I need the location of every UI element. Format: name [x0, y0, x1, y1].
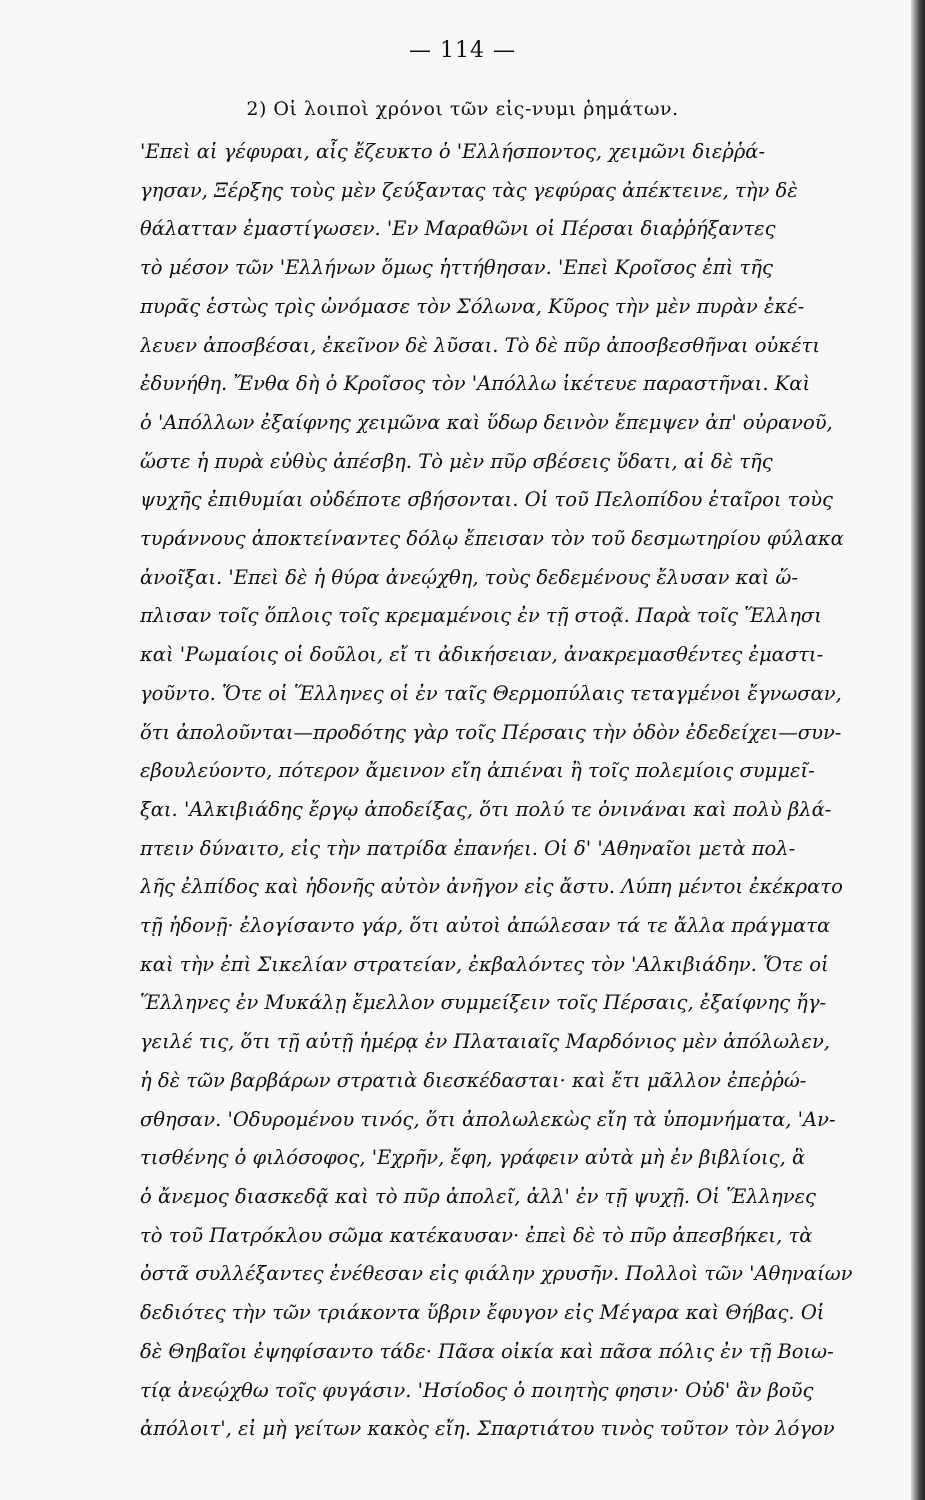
text-line: ξαι. 'Αλκιβιάδης ἔργῳ ἀποδείξας, ὅτι πολύ τε ὀνινάναι καὶ πολὺ βλά-: [140, 797, 832, 821]
text-line: εβουλεύοντο, πότερον ἄμεινον εἴη ἀπιέναι ἢ τοῖς πολεμίοις συμμεῖ-: [140, 759, 815, 783]
text-line: ὅτι ἀπολοῦνται—προδότης γὰρ τοῖς Πέρσαις τὴν ὁδὸν ἐδεδείχει—συν-: [140, 720, 842, 744]
text-line: θάλατταν ἐμαστίγωσεν. 'Εν Μαραθῶνι οἱ Πέρσαι διαῤῥήξαντες: [140, 217, 776, 241]
text-line: Ἕλληνες ἐν Μυκάλῃ ἔμελλον συμμείξειν τοῖς Πέρσαις, ἐξαίφνης ἤγ-: [140, 991, 827, 1015]
text-line: ὁ 'Απόλλων ἐξαίφνης χειμῶνα καὶ ὕδωρ δεινὸν ἔπεμψεν ἀπ' οὐρανοῦ,: [140, 410, 833, 434]
text-line: πλισαν τοῖς ὅπλοις τοῖς κρεμαμένοις ἐν τῇ στοᾷ. Παρὰ τοῖς Ἕλλησι: [140, 604, 822, 628]
text-line: δὲ Θηβαῖοι ἐψηφίσαντο τάδε· Πᾶσα οἰκία καὶ πᾶσα πόλις ἐν τῇ Βοιω-: [140, 1339, 834, 1363]
text-line: τισθένης ὁ φιλόσοφος, 'Εχρῆν, ἔφη, γράφειν αὐτὰ μὴ ἐν βιβλίοις, ἃ: [140, 1146, 806, 1170]
text-line: ὥστε ἡ πυρὰ εὐθὺς ἀπέσβη. Τὸ μὲν πῦρ σβέσεις ὕδατι, αἱ δὲ τῆς: [140, 449, 773, 473]
text-line: τυράννους ἀποκτείναντες δόλῳ ἔπεισαν τὸν τοῦ δεσμωτηρίου φύλακα: [140, 527, 844, 551]
text-line: ὁ ἄνεμος διασκεδᾷ καὶ τὸ πῦρ ἀπολεῖ, ἀλλ' ἐν τῇ ψυχῇ. Οἱ Ἕλληνες: [140, 1184, 816, 1208]
text-line: τὸ τοῦ Πατρόκλου σῶμα κατέκαυσαν· ἐπεὶ δὲ τὸ πῦρ ἀπεσβήκει, τὰ: [140, 1223, 813, 1247]
text-line: ἀπόλοιτ', εἰ μὴ γείτων κακὸς εἴη. Σπαρτιάτου τινὸς τοῦτον τὸν λόγον: [140, 1417, 835, 1441]
page-edge-shadow: [911, 0, 925, 1500]
text-line: ψυχῆς ἐπιθυμίαι οὐδέποτε σβήσονται. Οἱ τοῦ Πελοπίδου ἑταῖροι τοὺς: [140, 488, 833, 512]
text-line: λῆς ἐλπίδος καὶ ἡδονῆς αὐτὸν ἀνῆγον εἰς ἄστυ. Λύπη μέντοι ἐκέκρατο: [140, 875, 843, 899]
text-line: λευεν ἀποσβέσαι, ἐκεῖνον δὲ λῦσαι. Τὸ δὲ πῦρ ἀποσβεσθῆναι οὐκέτι: [140, 333, 820, 357]
text-line: γειλέ τις, ὅτι τῇ αὐτῇ ἡμέρᾳ ἐν Πλαταιαῖς Μαρδόνιος μὲν ἀπόλωλεν,: [140, 1030, 830, 1054]
text-line: πτειν δύναιτο, εἰς τὴν πατρίδα ἐπανήει. Οἱ δ' 'Αθηναῖοι μετὰ πολ-: [140, 836, 796, 860]
text-line: δεδιότες τὴν τῶν τριάκοντα ὕβριν ἔφυγον εἰς Μέγαρα καὶ Θήβας. Οἱ: [140, 1301, 825, 1325]
text-line: καὶ 'Ρωμαίοις οἱ δοῦλοι, εἴ τι ἀδικήσειαν, ἀνακρεμασθέντες ἐμαστι-: [140, 643, 824, 667]
text-line: ἐδυνήθη. Ἔνθα δὴ ὁ Κροῖσος τὸν 'Απόλλω ἱκέτευε παραστῆναι. Καὶ: [140, 372, 811, 396]
body-text: [140, 133, 905, 1449]
text-line: καὶ τὴν ἐπὶ Σικελίαν στρατείαν, ἐκβαλόντες τὸν 'Αλκιβιάδην. Ὅτε οἱ: [140, 952, 829, 976]
text-line: τὸ μέσον τῶν 'Ελλήνων ὅμως ἡττήθησαν. 'Επεὶ Κροῖσος ἐπὶ τῆς: [140, 256, 773, 280]
text-line: τῇ ἡδονῇ· ἐλογίσαντο γάρ, ὅτι αὐτοὶ ἀπώλεσαν τά τε ἄλλα πράγματα: [140, 914, 831, 938]
text-line: πυρᾶς ἑστὼς τρὶς ὠνόμασε τὸν Σόλωνα, Κῦρος τὴν μὲν πυρὰν ἐκέ-: [140, 294, 805, 318]
text-line: τίᾳ ἀνεῴχθω τοῖς φυγάσιν. 'Ησίοδος ὁ ποιητὴς φησιν· Οὐδ' ἂν βοῦς: [140, 1378, 814, 1402]
text-line: ἀνοῖξαι. 'Επεὶ δὲ ἡ θύρα ἀνεῴχθη, τοὺς δεδεμένους ἔλυσαν καὶ ὥ-: [140, 565, 798, 589]
text-line: ὀστᾶ συλλέξαντες ἐνέθεσαν εἰς φιάλην χρυσῆν. Πολλοὶ τῶν 'Αθηναίων: [140, 1262, 853, 1286]
text-line: 'Επεὶ αἱ γέφυραι, αἷς ἔζευκτο ὁ 'Ελλήσποντος, χειμῶνι διεῤῥά-: [140, 140, 766, 163]
text-line: σθησαν. 'Οδυρομένου τινός, ὅτι ἀπολωλεκὼς εἴη τὰ ὑπομνήματα, 'Αν-: [140, 1107, 836, 1131]
page-number: — 114 —: [409, 38, 516, 63]
section-heading: 2) Οἱ λοιποὶ χρόνοι τῶν εἰς-νυμι ῥημάτων.: [246, 98, 679, 120]
text-line: γησαν, Ξέρξης τοὺς μὲν ζεύξαντας τὰς γεφύρας ἀπέκτεινε, τὴν δὲ: [140, 178, 798, 202]
text-line: ἡ δὲ τῶν βαρβάρων στρατιὰ διεσκέδασται· καὶ ἔτι μᾶλλον ἐπεῤῥώ-: [140, 1068, 807, 1092]
text-line: γοῦντο. Ὅτε οἱ Ἕλληνες οἱ ἐν ταῖς Θερμοπύλαις τεταγμένοι ἔγνωσαν,: [140, 681, 842, 705]
